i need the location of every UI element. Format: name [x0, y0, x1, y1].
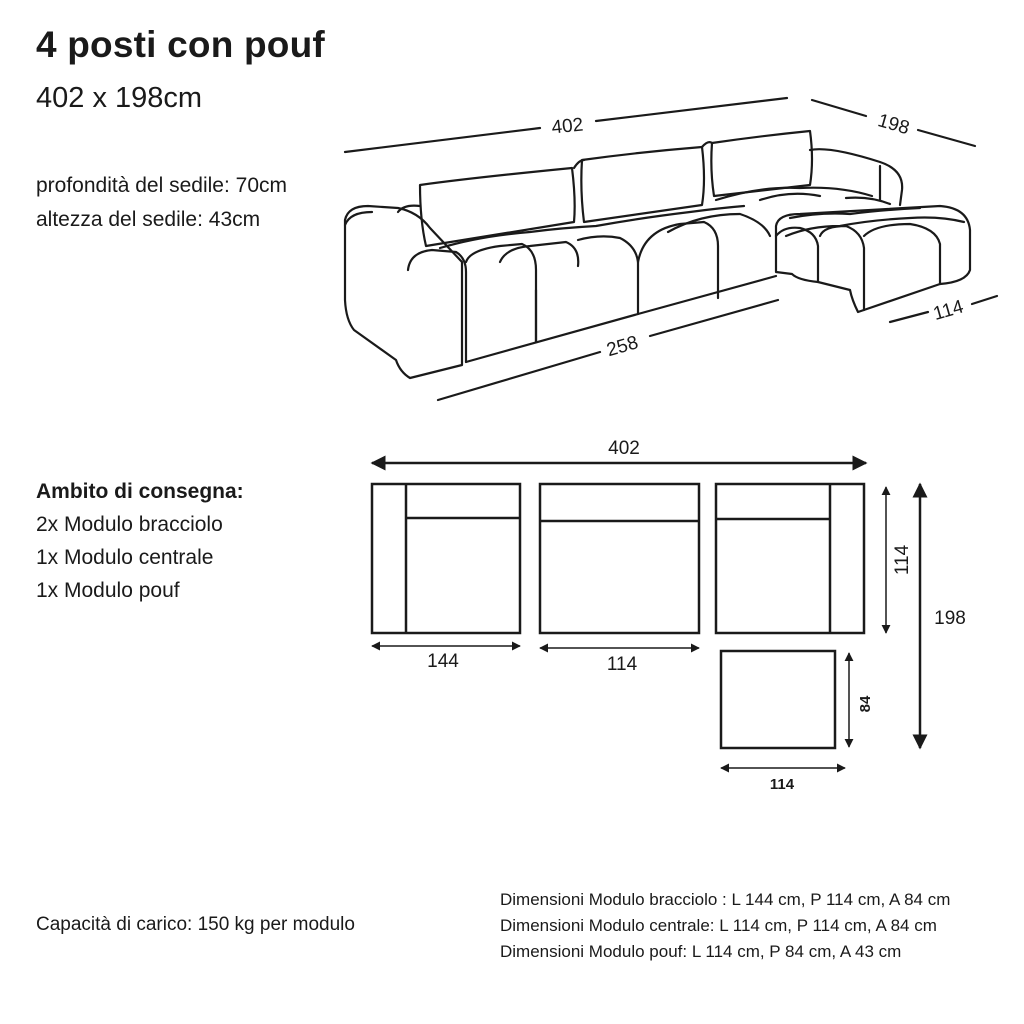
seat-cushion-4 [638, 222, 718, 298]
seat-height-spec: altezza del sedile: 43cm [36, 208, 261, 231]
seat-back-row [440, 206, 744, 248]
sofa-sketch [345, 98, 997, 400]
back-gap-right [702, 142, 712, 147]
plan-pouf-width-label: 114 [769, 776, 795, 793]
seat-cushion-5 [668, 214, 770, 236]
left-arm-front [408, 250, 466, 362]
plan-center-width-label: 114 [606, 654, 638, 675]
load-capacity: Capacità di carico: 150 kg per modulo [36, 914, 355, 935]
back-cushion-right [711, 131, 812, 196]
seat-cushion-3 [578, 236, 638, 262]
pouf-top-row-3 [846, 198, 890, 204]
plan-view [372, 463, 920, 768]
plan-arm-module-right [716, 484, 864, 633]
pouf-cushion-front [820, 226, 864, 310]
pouf-dimension-line-right [972, 296, 997, 304]
chaise-cushion-row [760, 194, 820, 200]
plan-total-length-label: 402 [608, 438, 640, 459]
depth-dimension-line-right [918, 130, 975, 146]
plan-arm-module-left [372, 484, 520, 633]
plan-total-depth-label: 198 [934, 608, 966, 629]
length-dimension-line-left [345, 128, 540, 152]
arm-module-dimensions: Dimensioni Modulo bracciolo : L 144 cm, P 114 cm, A 84 cm [500, 890, 951, 909]
sketch-length-label: 402 [550, 114, 585, 139]
pouf-cushion-right [864, 224, 940, 284]
plan-module-depth-label: 114 [892, 544, 913, 576]
plan-pouf-depth-label: 84 [857, 695, 874, 713]
depth-dimension-line-left [812, 100, 866, 116]
sketch-pouf-width-label: 114 [931, 296, 966, 325]
sketch-front-length-label: 258 [604, 332, 641, 362]
delivery-item-pouf: 1x Modulo pouf [36, 579, 180, 602]
delivery-item-arm: 2x Modulo bracciolo [36, 513, 223, 536]
back-cushion-left [420, 168, 575, 246]
left-armrest-top [345, 212, 372, 225]
back-cushion-center [581, 147, 704, 222]
center-module-dimensions: Dimensioni Modulo centrale: L 114 cm, P 114 cm, A 84 cm [500, 916, 937, 935]
plan-center-module [540, 484, 699, 633]
left-armrest [345, 206, 462, 378]
plan-pouf-module [721, 651, 835, 748]
page-title: 4 posti con pouf [36, 24, 325, 65]
page-subtitle: 402 x 198cm [36, 82, 203, 114]
delivery-item-center: 1x Modulo centrale [36, 546, 214, 569]
sketch-depth-label: 198 [875, 110, 912, 140]
pouf-module-dimensions: Dimensioni Modulo pouf: L 114 cm, P 84 cm, A 43 cm [500, 942, 902, 961]
length-dimension-line-right [596, 98, 787, 121]
delivery-heading: Ambito di consegna: [36, 480, 244, 503]
plan-arm-width-label: 144 [427, 651, 459, 672]
seat-depth-spec: profondità del sedile: 70cm [36, 174, 287, 197]
pouf-dimension-line-left [890, 312, 928, 322]
